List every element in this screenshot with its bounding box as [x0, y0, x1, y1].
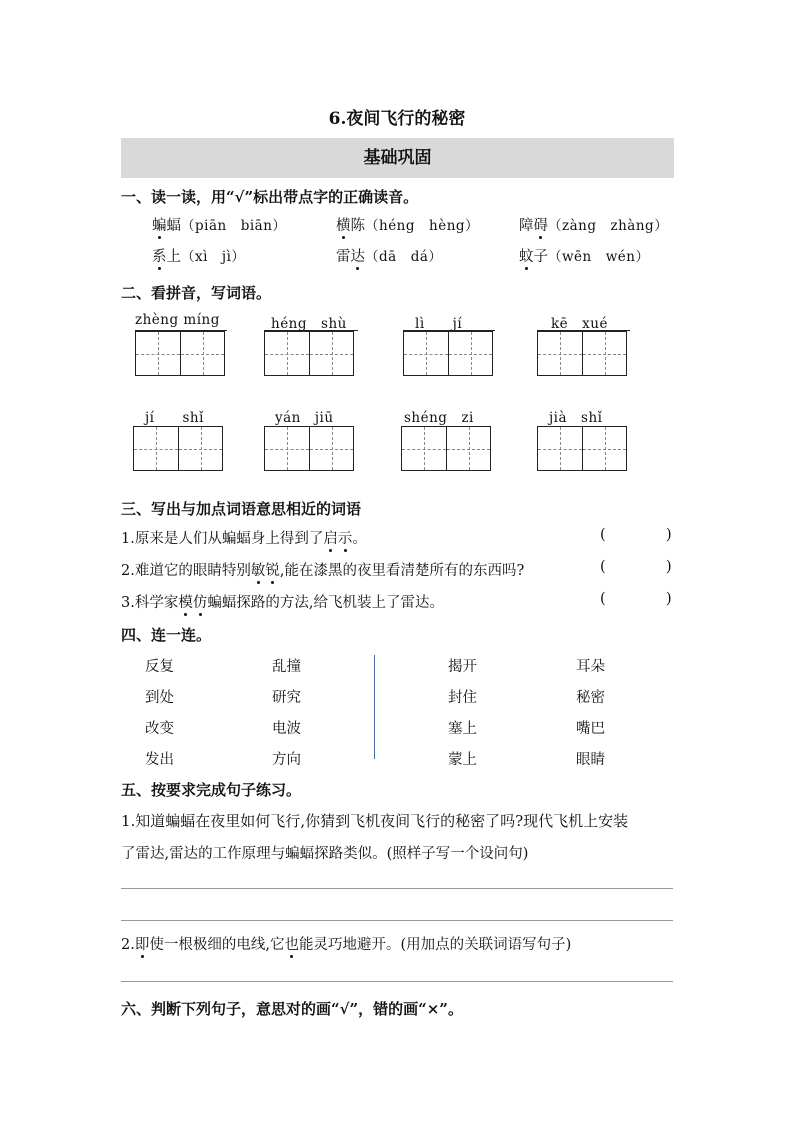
- answer-line[interactable]: [121, 920, 673, 921]
- synonym-sentence-3: [121, 591, 444, 612]
- answer-line[interactable]: [121, 888, 673, 889]
- question-1-line-2: 了雷达,雷达的工作原理与蝙蝠探路类似。(照样子写一个设问句): [121, 846, 529, 862]
- answer-paren-close: ): [666, 559, 672, 575]
- match-word[interactable]: 到处: [145, 690, 174, 706]
- pinyin-options: （piān biān）: [181, 218, 287, 234]
- dotted-char: 仿: [193, 591, 208, 612]
- grid-cell[interactable]: [309, 426, 354, 471]
- word-char: 障: [519, 218, 534, 234]
- grid-cell[interactable]: [401, 426, 446, 471]
- dotted-char: 示: [338, 527, 353, 548]
- answer-paren-close: ): [666, 591, 672, 607]
- sentence-text: 能灵巧地避开。(用加点的关联词语写句子): [298, 937, 572, 953]
- pinyin-prompt: yán jiū: [275, 410, 334, 426]
- word-char-dotted: 系: [152, 245, 167, 266]
- writing-grid[interactable]: [401, 426, 491, 471]
- reading-item: [152, 214, 286, 235]
- page-title: 6.夜间飞行的秘密: [328, 109, 466, 129]
- match-word[interactable]: 耳朵: [576, 659, 605, 675]
- match-word[interactable]: 改变: [145, 721, 174, 737]
- grid-cell[interactable]: [264, 331, 309, 376]
- grid-cell[interactable]: [537, 426, 582, 471]
- pinyin-prompt: kē xué: [551, 316, 608, 332]
- section5-heading: 五、按要求完成句子练习。: [121, 781, 302, 799]
- pinyin-options: （wēn wén）: [548, 249, 650, 265]
- grid-cell[interactable]: [135, 331, 180, 376]
- word-char: 雷: [336, 249, 351, 265]
- writing-grid[interactable]: [537, 426, 627, 471]
- pinyin-prompt: shéng zi: [404, 410, 474, 426]
- match-word[interactable]: 电波: [272, 721, 301, 737]
- match-word[interactable]: 嘴巴: [576, 721, 605, 737]
- pinyin-options: （héng hèng）: [365, 218, 480, 234]
- section2-heading: 二、看拼音，写词语。: [121, 284, 272, 302]
- sentence-text: 使一根极细的电线,它: [149, 937, 285, 953]
- question-2: [121, 933, 571, 954]
- pinyin-options: （xì jì）: [181, 249, 246, 265]
- sentence-text: 。: [352, 531, 367, 547]
- writing-grid[interactable]: [403, 331, 493, 376]
- question-1-line-1: 1.知道蝙蝠在夜里如何飞行,你猜到飞机夜间飞行的秘密了吗?现代飞机上安装: [121, 812, 629, 830]
- dotted-char: 敏: [251, 559, 266, 580]
- synonym-sentence-1: [121, 527, 367, 548]
- section3-heading: 三、写出与加点词语意思相近的词语: [121, 500, 362, 518]
- dotted-char: 启: [323, 527, 338, 548]
- dotted-char: 也: [284, 933, 299, 954]
- answer-paren-open: (: [600, 591, 606, 607]
- section6-heading: 六、判断下列句子，意思对的画“√”，错的画“×”。: [121, 1000, 463, 1018]
- word-char: 蝠: [166, 218, 181, 234]
- match-word[interactable]: 方向: [272, 752, 301, 768]
- reading-item: [152, 245, 245, 266]
- match-word[interactable]: 发出: [145, 752, 174, 768]
- writing-grid[interactable]: [135, 331, 225, 376]
- section-banner: 基础巩固: [121, 138, 674, 178]
- reading-item: [519, 214, 668, 235]
- sentence-text: 2.难道它的眼睛特别: [121, 563, 251, 579]
- pinyin-prompt: zhèng míng: [135, 312, 220, 328]
- match-word[interactable]: 蒙上: [448, 752, 477, 768]
- word-char-dotted: 蚊: [519, 245, 534, 266]
- sentence-text: ,能在漆黑的夜里看清楚所有的东西吗?: [279, 563, 525, 579]
- word-char: 上: [166, 249, 181, 265]
- section4-heading: 四、连一连。: [121, 626, 212, 644]
- grid-cell[interactable]: [582, 331, 627, 376]
- grid-cell[interactable]: [180, 331, 225, 376]
- sentence-text: 1.原来是人们从蝙蝠身上得到了: [121, 531, 324, 547]
- grid-cell[interactable]: [403, 331, 448, 376]
- answer-line[interactable]: [121, 981, 673, 982]
- pinyin-prompt: jià shǐ: [549, 410, 603, 426]
- grid-cell[interactable]: [178, 426, 223, 471]
- answer-paren-open: (: [600, 527, 606, 543]
- grid-cell[interactable]: [582, 426, 627, 471]
- pinyin-prompt: jí shǐ: [145, 410, 204, 426]
- pinyin-options: （zàng zhàng）: [548, 218, 669, 234]
- grid-cell[interactable]: [264, 426, 309, 471]
- match-word[interactable]: 揭开: [448, 659, 477, 675]
- pinyin-prompt: héng shù: [271, 316, 347, 332]
- reading-item: [336, 245, 442, 266]
- writing-grid[interactable]: [133, 426, 223, 471]
- word-char: 陈: [350, 218, 365, 234]
- match-word[interactable]: 反复: [145, 659, 174, 675]
- grid-cell[interactable]: [309, 331, 354, 376]
- word-char-dotted: 碍: [534, 214, 549, 235]
- answer-paren-open: (: [600, 559, 606, 575]
- writing-grid[interactable]: [264, 426, 354, 471]
- sentence-text: 3.科学家: [121, 595, 179, 611]
- word-char-dotted: 横: [336, 214, 351, 235]
- synonym-sentence-2: [121, 559, 524, 580]
- word-char-dotted: 达: [351, 245, 366, 266]
- match-word[interactable]: 封住: [448, 690, 477, 706]
- word-char-dotted: 蝙: [152, 214, 167, 235]
- pinyin-prompt: lì jí: [415, 316, 463, 332]
- writing-grid[interactable]: [537, 331, 627, 376]
- pinyin-options: （dā dá）: [365, 249, 443, 265]
- reading-item: [336, 214, 479, 235]
- sentence-text: 蝙蝠探路的方法,给飞机装上了雷达。: [207, 595, 444, 611]
- column-divider: [374, 655, 375, 759]
- writing-grid[interactable]: [264, 331, 354, 376]
- dotted-char: 模: [178, 591, 193, 612]
- word-char: 子: [533, 249, 548, 265]
- match-word[interactable]: 研究: [272, 690, 301, 706]
- answer-paren-close: ): [666, 527, 672, 543]
- grid-cell[interactable]: [448, 331, 493, 376]
- dotted-char: 即: [135, 933, 150, 954]
- grid-cell[interactable]: [446, 426, 491, 471]
- section1-heading: 一、读一读，用“√”标出带点字的正确读音。: [121, 188, 419, 206]
- grid-cell[interactable]: [133, 426, 178, 471]
- dotted-char: 锐: [265, 559, 280, 580]
- question-number: 2.: [121, 937, 135, 953]
- match-word[interactable]: 秘密: [576, 690, 605, 706]
- reading-item: [519, 245, 649, 266]
- match-word[interactable]: 塞上: [448, 721, 477, 737]
- grid-cell[interactable]: [537, 331, 582, 376]
- match-word[interactable]: 乱撞: [272, 659, 301, 675]
- match-word[interactable]: 眼睛: [576, 752, 605, 768]
